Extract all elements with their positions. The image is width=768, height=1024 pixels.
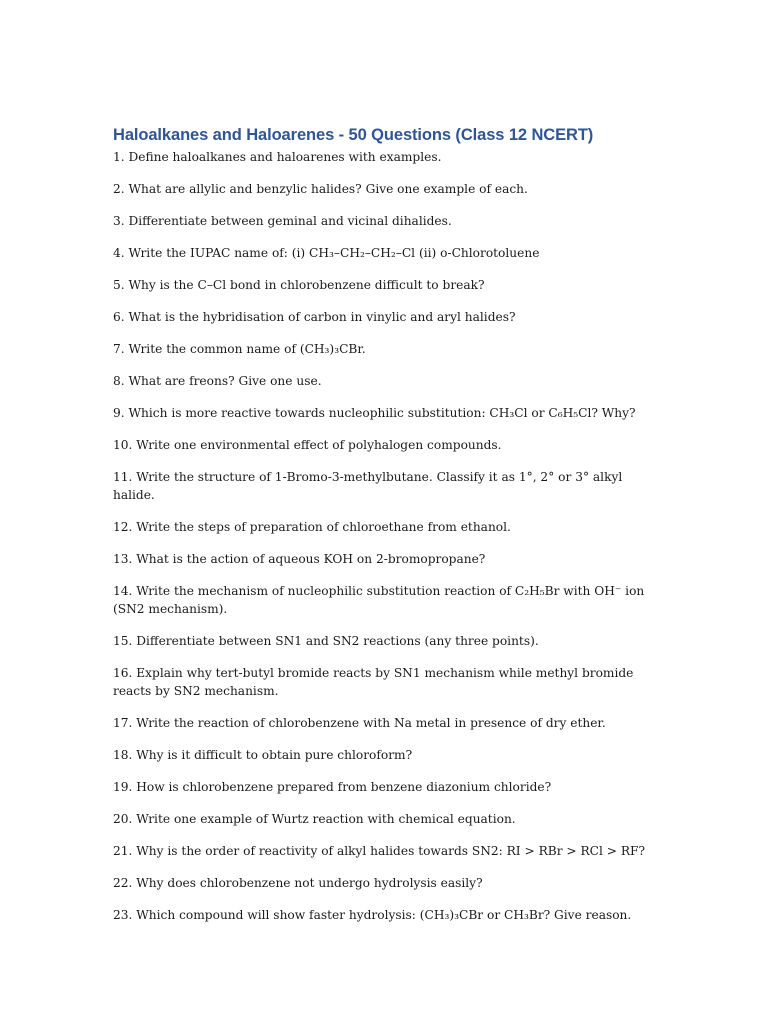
question-item: 4. Write the IUPAC name of: (i) CH₃–CH₂–CH₂–Cl (ii) o-Chlorotoluene bbox=[113, 246, 540, 260]
question-item: 15. Differentiate between SN1 and SN2 reactions (any three points). bbox=[113, 634, 539, 648]
question-item: 5. Why is the C–Cl bond in chlorobenzene difficult to break? bbox=[113, 278, 485, 292]
question-item: 11. Write the structure of 1-Bromo-3-methylbutane. Classify it as 1°, 2° or 3° alkyl halide. bbox=[113, 470, 623, 502]
question-item: 21. Why is the order of reactivity of alkyl halides towards SN2: RI > RBr > RCl > RF? bbox=[113, 844, 646, 858]
question-item: 19. How is chlorobenzene prepared from benzene diazonium chloride? bbox=[113, 780, 552, 794]
question-item: 16. Explain why tert-butyl bromide reacts by SN1 mechanism while methyl bromide reacts by SN2 mechanism. bbox=[113, 666, 634, 698]
document-title: Haloalkanes and Haloarenes - 50 Questions (Class 12 NCERT) bbox=[113, 126, 594, 144]
question-item: 18. Why is it difficult to obtain pure chloroform? bbox=[113, 748, 413, 762]
question-item: 10. Write one environmental effect of polyhalogen compounds. bbox=[113, 438, 502, 452]
question-item: 9. Which is more reactive towards nucleophilic substitution: CH₃Cl or C₆H₅Cl? Why? bbox=[113, 406, 636, 420]
question-item: 22. Why does chlorobenzene not undergo hydrolysis easily? bbox=[113, 876, 483, 890]
question-item: 14. Write the mechanism of nucleophilic substitution reaction of C₂H₅Br with OH⁻ ion (SN2 mechanism). bbox=[113, 584, 645, 616]
question-item: 17. Write the reaction of chlorobenzene with Na metal in presence of dry ether. bbox=[113, 716, 606, 730]
question-item: 8. What are freons? Give one use. bbox=[113, 374, 322, 388]
question-item: 3. Differentiate between geminal and vicinal dihalides. bbox=[113, 214, 452, 228]
question-item: 23. Which compound will show faster hydrolysis: (CH₃)₃CBr or CH₃Br? Give reason. bbox=[113, 908, 632, 922]
question-item: 7. Write the common name of (CH₃)₃CBr. bbox=[113, 342, 366, 356]
question-item: 13. What is the action of aqueous KOH on 2-bromopropane? bbox=[113, 552, 486, 566]
question-item: 6. What is the hybridisation of carbon in vinylic and aryl halides? bbox=[113, 310, 516, 324]
question-item: 12. Write the steps of preparation of chloroethane from ethanol. bbox=[113, 520, 511, 534]
question-item: 20. Write one example of Wurtz reaction with chemical equation. bbox=[113, 812, 516, 826]
question-item: 2. What are allylic and benzylic halides? Give one example of each. bbox=[113, 182, 528, 196]
document-content bbox=[113, 125, 658, 938]
question-list bbox=[113, 148, 658, 924]
question-item: 1. Define haloalkanes and haloarenes with examples. bbox=[113, 150, 442, 164]
